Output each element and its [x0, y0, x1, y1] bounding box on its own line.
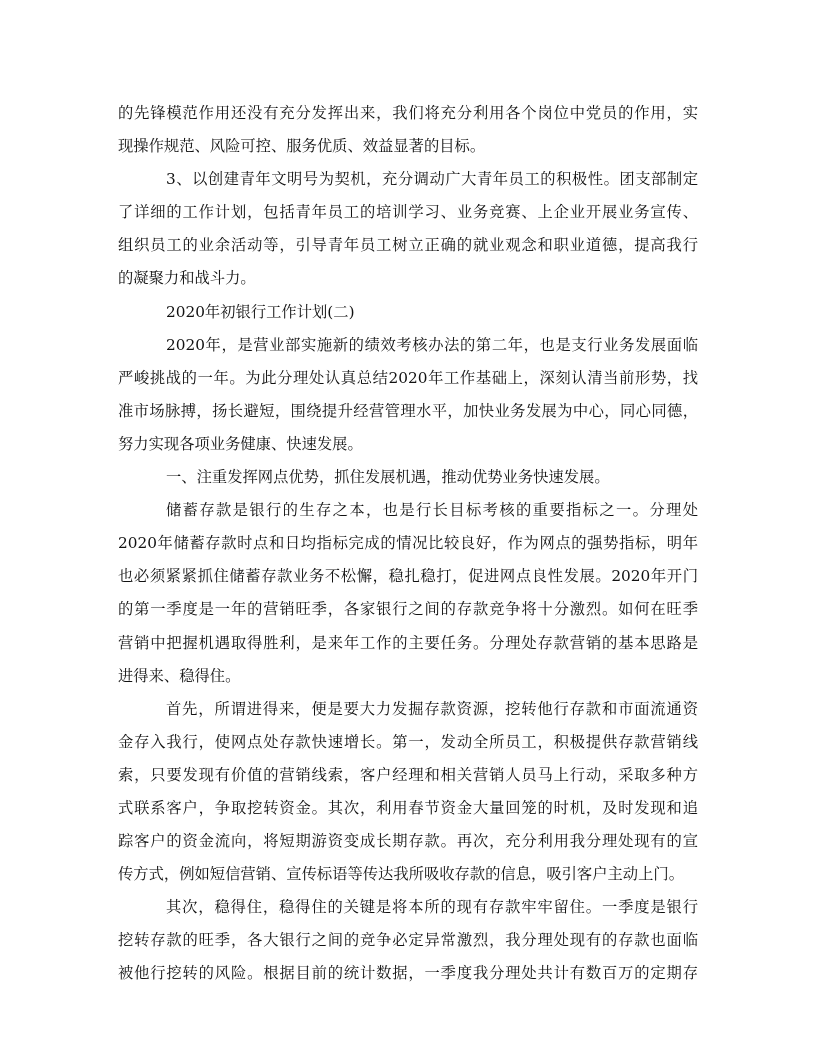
text-line: 的凝聚力和战斗力。 — [118, 269, 256, 288]
text-line: 索，只要发现有价值的营销线索，客户经理和相关营销人员马上行动，采取多种方 — [118, 765, 698, 784]
text-line: 2020年，是营业部实施新的绩效考核办法的第二年，也是支行业务发展面临 — [166, 335, 698, 354]
text-line: 的第一季度是一年的营销旺季，各家银行之间的存款竞争将十分激烈。如何在旺季 — [118, 600, 698, 619]
text-line: 首先，所谓进得来，便是要大力发掘存款资源，挖转他行存款和市面流通资 — [166, 699, 698, 718]
text-line: 一、注重发挥网点优势，抓住发展机遇，推动优势业务快速发展。 — [166, 468, 610, 487]
text-line: 被他行挖转的风险。根据目前的统计数据，一季度我分理处共计有数百万的定期存 — [118, 964, 698, 983]
text-line: 2020年初银行工作计划(二) — [166, 302, 355, 321]
text-line: 进得来、稳得住。 — [118, 666, 241, 685]
paragraph — [118, 97, 698, 163]
text-line: 了详细的工作计划，包括青年员工的培训学习、业务竞赛、上企业开展业务宣传、 — [118, 203, 698, 222]
paragraph — [118, 296, 698, 329]
text-line: 储蓄存款是银行的生存之本，也是行长目标考核的重要指标之一。分理处 — [166, 501, 698, 520]
text-line: 挖转存款的旺季，各大银行之间的竞争必定异常激烈，我分理处现有的存款也面临 — [118, 931, 698, 950]
text-line: 也必须紧紧抓住储蓄存款业务不松懈，稳扎稳打，促进网点良性发展。2020年开门 — [118, 567, 698, 586]
text-line: 现操作规范、风险可控、服务优质、效益显著的目标。 — [118, 137, 486, 156]
text-line: 的先锋模范作用还没有充分发挥出来，我们将充分利用各个岗位中党员的作用，实 — [118, 104, 698, 122]
paragraph — [118, 163, 698, 295]
document-page — [118, 97, 698, 991]
text-line: 3、以创建青年文明号为契机，充分调动广大青年员工的积极性。团支部制定 — [166, 170, 698, 189]
paragraph — [118, 329, 698, 461]
text-line: 营销中把握机遇取得胜利，是来年工作的主要任务。分理处存款营销的基本思路是 — [118, 633, 698, 652]
paragraph — [118, 461, 698, 494]
text-line: 踪客户的资金流向，将短期游资变成长期存款。再次，充分利用我分理处现有的宣 — [118, 832, 698, 851]
text-line: 传方式，例如短信营销、宣传标语等传达我所吸收存款的信息，吸引客户主动上门。 — [118, 865, 684, 884]
paragraph — [118, 494, 698, 693]
text-line: 准市场脉搏，扬长避短，围绕提升经营管理水平，加快业务发展为中心，同心同德， — [118, 401, 698, 420]
text-line: 式联系客户，争取挖转资金。其次，利用春节资金大量回笼的时机，及时发现和追 — [118, 798, 698, 817]
paragraph — [118, 693, 698, 892]
text-line: 金存入我行，使网点处存款快速增长。第一，发动全所员工，积极提供存款营销线 — [118, 732, 698, 751]
paragraph — [118, 891, 698, 990]
text-line: 组织员工的业余活动等，引导青年员工树立正确的就业观念和职业道德，提高我行 — [118, 236, 698, 255]
text-line: 2020年储蓄存款时点和日均指标完成的情况比较良好，作为网点的强势指标，明年 — [118, 534, 698, 553]
text-line: 严峻挑战的一年。为此分理处认真总结2020年工作基础上，深刻认清当前形势，找 — [118, 368, 698, 387]
text-line: 其次，稳得住，稳得住的关键是将本所的现有存款牢牢留住。一季度是银行 — [166, 898, 698, 917]
text-line: 努力实现各项业务健康、快速发展。 — [118, 434, 363, 453]
